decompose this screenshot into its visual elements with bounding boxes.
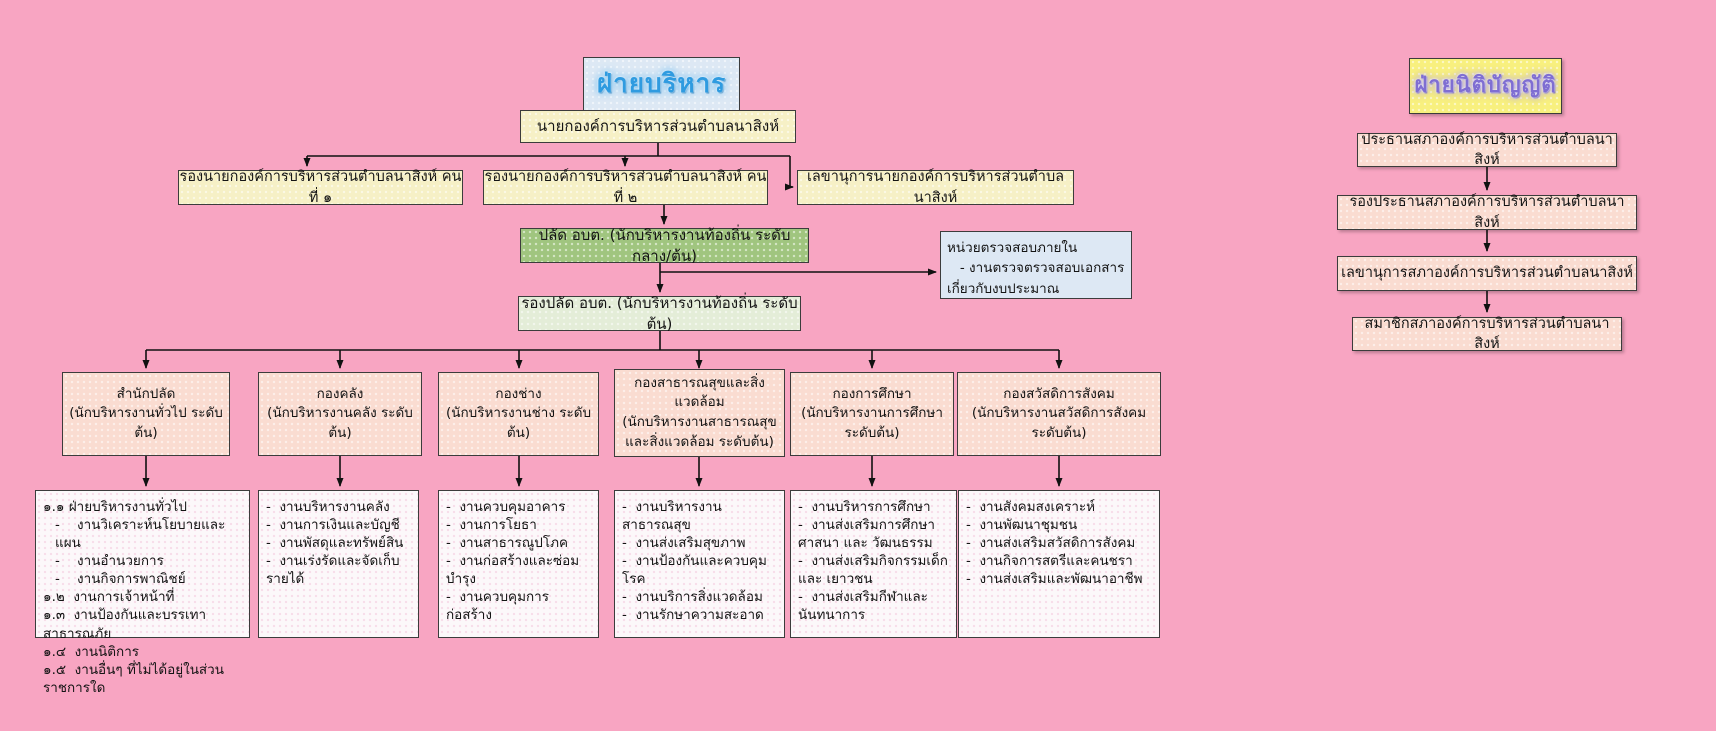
dept-name: กองช่าง: [495, 385, 542, 402]
dept-name: สำนักปลัด: [116, 385, 176, 402]
detail-item: ๑.๒ งานการเจ้าหน้าที่: [43, 589, 175, 606]
detail-item: - งานส่งเสริมกิจกรรมเด็กและ เยาวชน: [798, 553, 948, 588]
dept-public-health-box: [614, 369, 785, 457]
dept-subtitle: (นักบริหารงานการศึกษา ระดับต้น): [801, 405, 943, 441]
council-secretary-label: เลขานุการสภาองค์การบริหารส่วนตำบลนาสิงห์: [1341, 265, 1633, 282]
dept-education-details: [790, 490, 957, 638]
detail-item: - งานการเงินและบัญชี: [266, 517, 400, 534]
dept-social-welfare-details: [958, 490, 1160, 638]
detail-item: - งานการโยธา: [446, 517, 537, 534]
detail-item: - งานวิเคราะห์นโยบายและแผน: [55, 517, 226, 552]
dept-subtitle: (นักบริหารงานทั่วไป ระดับต้น): [69, 405, 223, 441]
detail-item: - งานรักษาความสะอาด: [622, 607, 764, 624]
internal-audit-box: [940, 231, 1132, 299]
detail-item: - งานเร่งรัดและจัดเก็บรายได้: [266, 553, 400, 588]
mayor-secretary-box: [797, 170, 1074, 205]
dept-name: กองการศึกษา: [832, 385, 912, 402]
council-chairman-box: [1357, 133, 1617, 167]
detail-item: - งานก่อสร้างและซ่อมบำรุง: [446, 553, 580, 588]
dept-office-of-clerk-box: [62, 372, 230, 456]
detail-item: - งานบริหารงานสาธารณสุข: [622, 499, 722, 534]
internal-audit-item: - งานตรวจตรวจสอบเอกสาร เกี่ยวกับงบประมาณ: [947, 260, 1129, 297]
detail-item: - งานพัสดุและทรัพย์สิน: [266, 535, 404, 552]
detail-item: - งานพัฒนาชุมชน: [966, 517, 1078, 534]
legislative-section-title-box: [1409, 58, 1562, 114]
council-vice-chairman-label: รองประธานสภาองค์การบริหารส่วนตำบลนาสิงห์: [1349, 194, 1625, 231]
council-secretary-box: [1337, 256, 1637, 291]
dept-office-of-clerk-details: [35, 490, 250, 696]
deputy-clerk-box: [518, 293, 801, 333]
council-vice-chairman-box: [1337, 195, 1637, 230]
detail-item: - งานส่งเสริมสุขภาพ: [622, 535, 746, 552]
council-members-box: [1352, 317, 1622, 351]
detail-item: - งานป้องกันและควบคุมโรค: [622, 553, 767, 588]
detail-item: - งานส่งเสริมการศึกษา ศาสนา และ วัฒนธรรม: [798, 517, 940, 552]
dept-subtitle: (นักบริหารงานสวัสดิการสังคม ระดับต้น): [971, 405, 1147, 441]
detail-item: - งานส่งเสริมและพัฒนาอาชีพ: [966, 571, 1143, 588]
dept-name: กองสาธารณสุขและสิ่งแวดล้อม: [634, 374, 765, 411]
detail-item: ๑.๑ ฝ่ายบริหารงานทั่วไป: [43, 499, 187, 515]
legislative-section-title: ฝ่ายนิติบัญญัติ: [1414, 72, 1557, 98]
dept-finance-box: [258, 372, 422, 456]
detail-item: ๑.๓ งานป้องกันและบรรเทาสาธารณภัย: [43, 607, 207, 642]
mayor-box: [520, 110, 796, 143]
mayor-label: นายกองค์การบริหารส่วนตำบลนาสิงห์: [536, 117, 780, 135]
dept-public-health-details: [614, 490, 785, 638]
admin-section-title: ฝ่ายบริหาร: [596, 68, 727, 99]
clerk-box: [520, 225, 809, 265]
council-chairman-label: ประธานสภาองค์การบริหารส่วนตำบลนาสิงห์: [1361, 131, 1613, 168]
dept-subtitle: (นักบริหารงานสาธารณสุข และสิ่งแวดล้อม ระดับต้น): [622, 414, 777, 450]
dept-education-box: [790, 372, 954, 456]
deputy-mayor-2-box: [483, 170, 768, 205]
dept-social-welfare-box: [957, 372, 1161, 456]
detail-item: ๑.๕ งานอื่นๆ ที่ไม่ได้อยู่ในส่วนราชการใด: [43, 661, 224, 696]
detail-item: - งานควบคุมอาคาร: [446, 499, 566, 515]
deputy-mayor-1-label: รองนายกองค์การบริหารส่วนตำบลนาสิงห์ คนที่ ๑: [179, 169, 462, 206]
dept-engineering-details: [438, 490, 599, 638]
detail-item: - งานควบคุมการก่อสร้าง: [446, 589, 549, 624]
detail-item: - งานกิจการพาณิชย์: [55, 571, 186, 588]
detail-item: - งานบริหารงานคลัง: [266, 499, 390, 515]
dept-subtitle: (นักบริหารงานคลัง ระดับต้น): [267, 405, 413, 441]
detail-item: - งานส่งเสริมสวัสดิการสังคม: [966, 535, 1136, 552]
admin-section-title-box: [583, 57, 740, 111]
detail-item: - งานสังคมสงเคราะห์: [966, 499, 1096, 515]
dept-finance-details: [258, 490, 419, 638]
internal-audit-title: หน่วยตรวจสอบภายใน: [947, 240, 1078, 256]
dept-subtitle: (นักบริหารงานช่าง ระดับต้น): [445, 405, 592, 441]
detail-item: - งานอำนวยการ: [55, 553, 164, 570]
detail-item: - งานสาธารณูปโภค: [446, 535, 569, 552]
detail-item: - งานบริหารการศึกษา: [798, 499, 931, 515]
council-members-label: สมาชิกสภาองค์การบริหารส่วนตำบลนาสิงห์: [1364, 315, 1610, 352]
detail-item: ๑.๔ งานนิติการ: [43, 643, 140, 660]
dept-engineering-box: [438, 372, 599, 456]
deputy-clerk-label: รองปลัด อบต. (นักบริหารงานท้องถิ่น ระดับต้น): [521, 293, 798, 333]
detail-item: - งานบริการสิ่งแวดล้อม: [622, 589, 763, 606]
deputy-mayor-2-label: รองนายกองค์การบริหารส่วนตำบลนาสิงห์ คนที่ ๒: [484, 169, 767, 206]
detail-item: - งานกิจการสตรีและคนชรา: [966, 553, 1133, 570]
deputy-mayor-1-box: [178, 170, 463, 205]
mayor-secretary-label: เลขานุการนายกองค์การบริหารส่วนตำบลนาสิงห์: [806, 169, 1065, 206]
detail-item: - งานส่งเสริมกีฬาและ นันทนาการ: [798, 589, 933, 624]
clerk-label: ปลัด อบต. (นักบริหารงานท้องถิ่น ระดับกลาง/ต้น): [538, 225, 791, 265]
dept-name: กองคลัง: [316, 385, 364, 402]
dept-name: กองสวัสดิการสังคม: [1003, 385, 1115, 402]
